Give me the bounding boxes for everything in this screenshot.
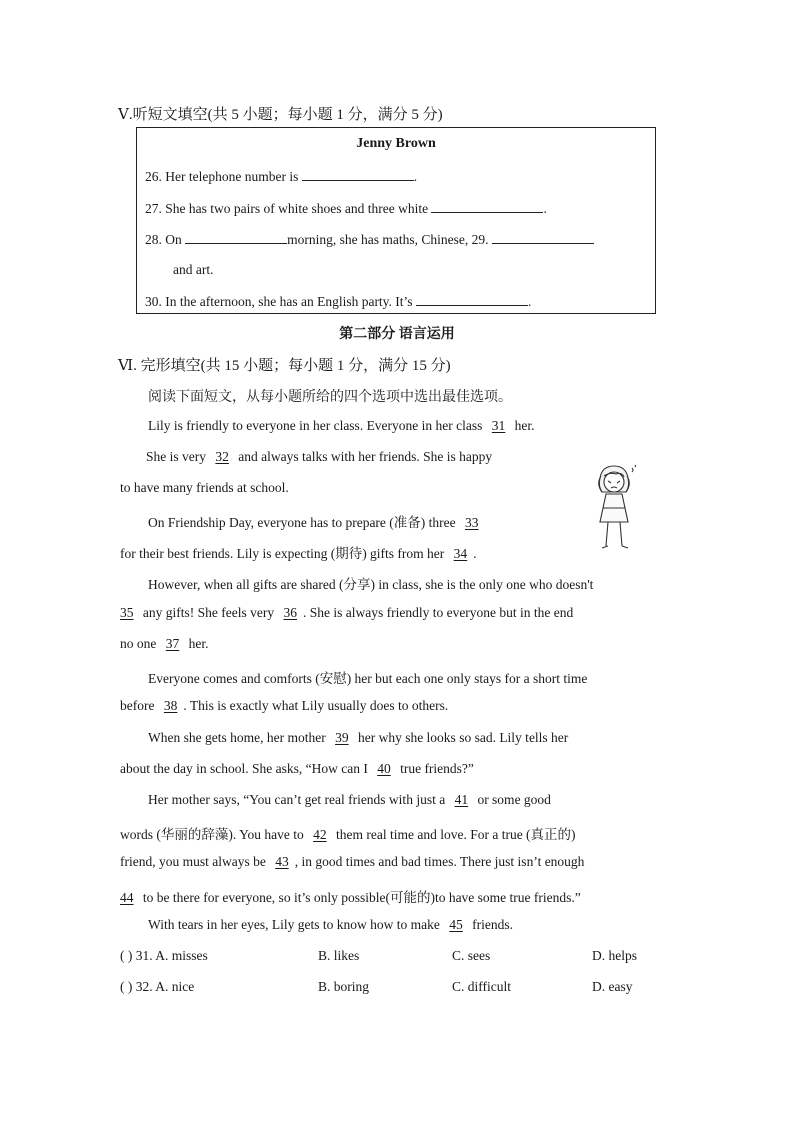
blank-37[interactable]: 37 xyxy=(165,636,180,651)
option-31-d[interactable]: D. helps xyxy=(592,948,637,963)
option-31-b[interactable]: B. likes xyxy=(318,948,360,963)
passage-line: before 38 . This is exactly what Lily usually does to others. xyxy=(120,698,449,713)
listening-box xyxy=(136,127,656,314)
blank-31[interactable]: 31 xyxy=(491,418,506,433)
option-32-b[interactable]: B. boring xyxy=(318,979,370,994)
instruction: 阅读下面短文，从每小题所给的四个选项中选出最佳选项。 xyxy=(148,390,512,405)
blank-41[interactable]: 41 xyxy=(454,792,469,807)
passage-line: words (华丽的辞藻). You have to 42 them real time and love. For a true (真正的) xyxy=(120,827,576,842)
blank-43[interactable]: 43 xyxy=(275,854,289,869)
blank-42[interactable]: 42 xyxy=(313,827,327,842)
question-32: ( ) 32. A. nice xyxy=(120,979,195,994)
blank-33[interactable]: 33 xyxy=(465,515,479,530)
item-27-text: 27. She has two pairs of white shoes and three white xyxy=(145,201,432,216)
option-32-c[interactable]: C. difficult xyxy=(452,979,511,994)
option-32-d[interactable]: D. easy xyxy=(592,979,633,994)
passage-line: When she gets home, her mother 39 her why she looks so sad. Lily tells her xyxy=(148,730,569,745)
section-5-title: Ⅴ.听短文填空(共 5 小题；每小题 1 分，满分 5 分) xyxy=(118,107,443,123)
item-29-tail: and art. xyxy=(173,262,214,277)
option-row-31 xyxy=(120,948,208,964)
blank-40[interactable]: 40 xyxy=(377,761,391,776)
item-30-end: . xyxy=(527,294,532,309)
item-28-text: 28. On xyxy=(145,232,186,247)
passage-line: She is very 32 and always talks with her friends. She is happy xyxy=(146,449,493,464)
passage-line: Everyone comes and comforts (安慰) her but each one only stays for a short time xyxy=(148,671,588,686)
passage-line: On Friendship Day, everyone has to prepare (准备) three 33 xyxy=(148,511,485,531)
blank-44[interactable]: 44 xyxy=(120,890,134,905)
option-31-c[interactable]: C. sees xyxy=(452,948,491,963)
item-28-mid: morning, she has maths, Chinese, 29. xyxy=(287,232,492,247)
item-27-end: . xyxy=(543,201,547,216)
blank-29[interactable] xyxy=(492,231,594,244)
blank-34[interactable]: 34 xyxy=(453,546,468,561)
passage-line: friend, you must always be 43 , in good times and bad times. There just isn’t enough xyxy=(120,854,585,869)
passage-line: Lily is friendly to everyone in her class. Everyone in her class 31 her. xyxy=(148,418,535,433)
section-6-title: Ⅵ. 完形填空(共 15 小题；每小题 1 分，满分 15 分) xyxy=(118,358,451,374)
passage-line: With tears in her eyes, Lily gets to know how to make 45 friends. xyxy=(148,917,514,932)
part-2-title: 第二部分 语言运用 xyxy=(339,327,455,342)
option-row-32 xyxy=(120,979,194,995)
item-26 xyxy=(145,168,417,185)
box-title: Jenny Brown xyxy=(356,136,436,151)
blank-32[interactable]: 32 xyxy=(215,449,229,464)
item-28-29 xyxy=(145,231,594,248)
blank-36[interactable]: 36 xyxy=(283,605,297,620)
blank-28[interactable] xyxy=(185,231,287,244)
passage-line: However, when all gifts are shared (分享) in class, she is the only one who doesn't xyxy=(148,577,594,592)
question-31: ( ) 31. A. misses xyxy=(120,948,208,963)
blank-27[interactable] xyxy=(431,200,543,213)
blank-30[interactable] xyxy=(416,293,528,306)
blank-26[interactable] xyxy=(302,168,414,181)
passage-line: Her mother says, “You can’t get real friends with just a 41 or some good xyxy=(148,792,551,807)
passage-line: to have many friends at school. xyxy=(120,480,289,495)
blank-38[interactable]: 38 xyxy=(163,698,178,713)
item-30 xyxy=(145,293,531,310)
passage-line: 35 any gifts! She feels very 36 . She is always friendly to everyone but in the end xyxy=(120,605,574,620)
item-27 xyxy=(145,200,547,217)
blank-45[interactable]: 45 xyxy=(449,917,463,932)
girl-illustration xyxy=(588,462,640,554)
passage-line: for their best friends. Lily is expecting (期待) gifts from her 34 . xyxy=(120,546,477,561)
blank-39[interactable]: 39 xyxy=(335,730,349,745)
item-26-end: . xyxy=(413,169,418,184)
passage-line: 44 to be there for everyone, so it’s only possible(可能的)to have some true friends.” xyxy=(120,890,581,905)
item-26-text: 26. Her telephone number is xyxy=(145,169,302,184)
blank-35[interactable]: 35 xyxy=(120,605,134,620)
item-30-text: 30. In the afternoon, she has an English party. It’s xyxy=(145,294,416,309)
passage-line: no one 37 her. xyxy=(120,636,209,651)
passage-line: about the day in school. She asks, “How can I 40 true friends?” xyxy=(120,761,474,776)
